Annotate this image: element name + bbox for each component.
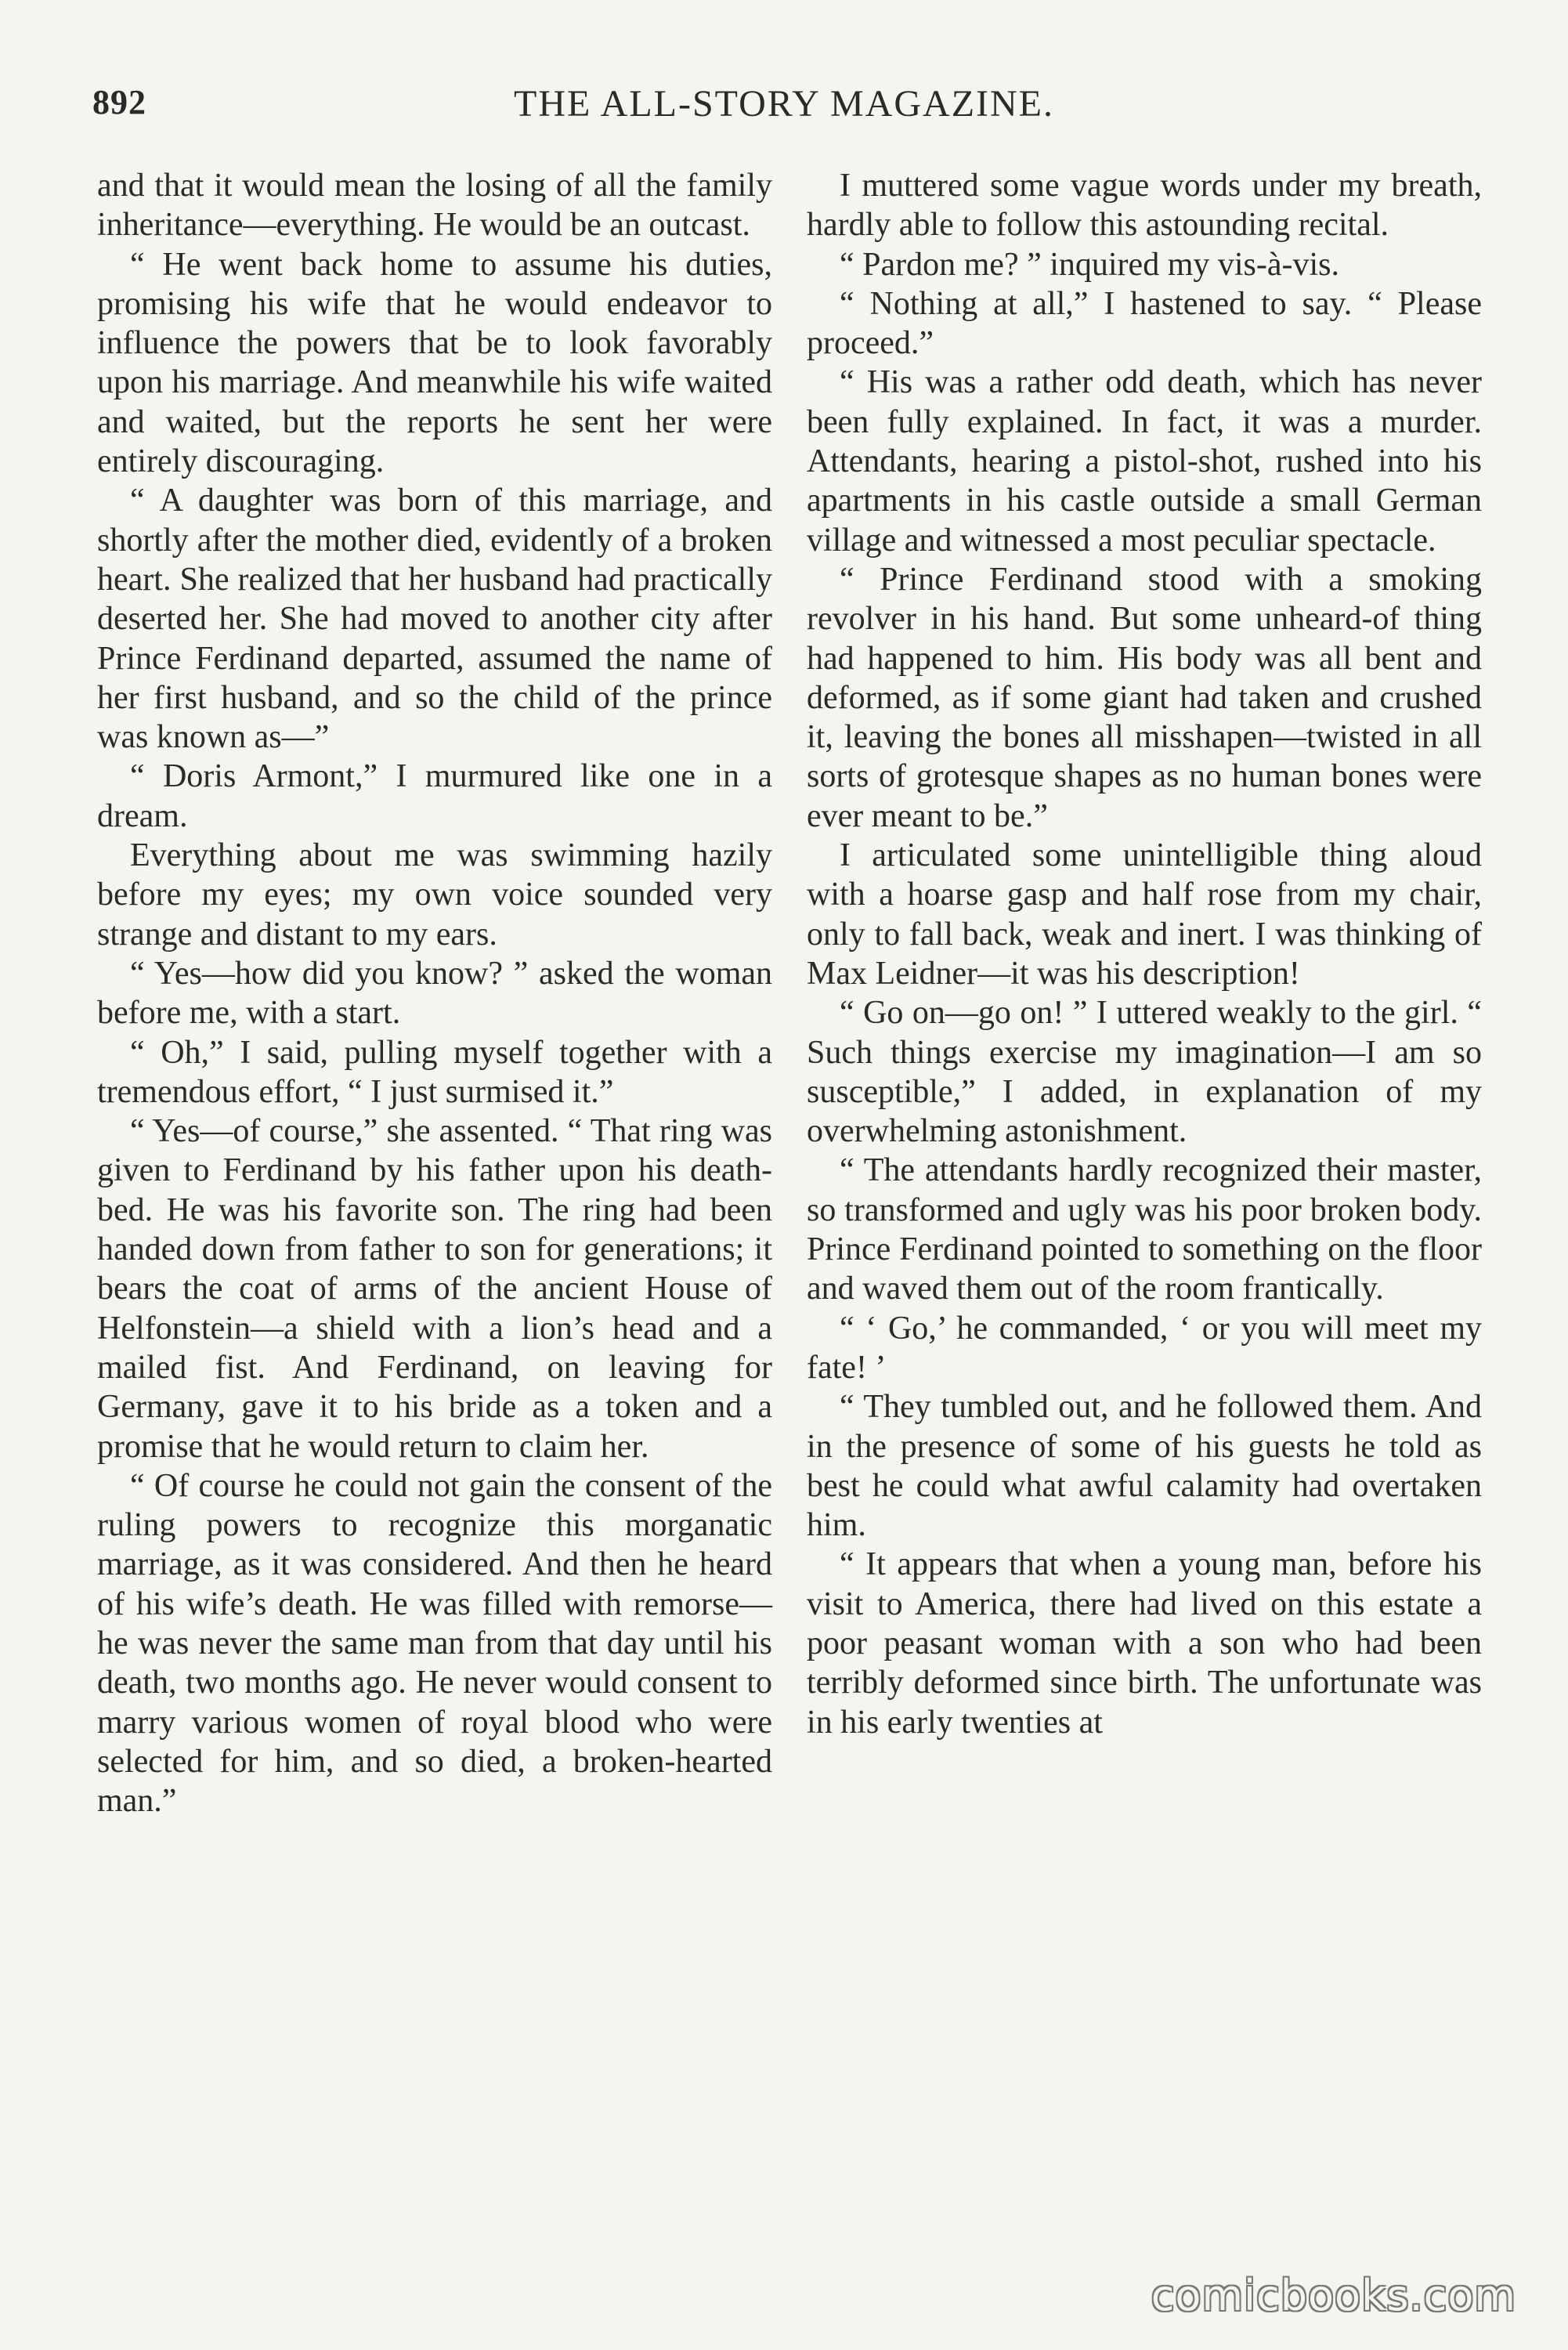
paragraph: “ They tumbled out, and he followed them. And in the presence of some of his guests he told as best he could what awful calamity had overtaken him. — [807, 1389, 1482, 1544]
paragraph: “ It appears that when a young man, before his visit to America, there had lived on this estate a poor peasant woman with a son who had been terribly deformed since birth. The unfortunate was in his early twenties at — [807, 1546, 1482, 1741]
paragraph: I muttered some vague words under my breath, hardly able to follow this astounding recital. — [807, 168, 1482, 244]
paragraph: “ Go on—go on! ” I uttered weakly to the girl. “ Such things exercise my imagination—I am so susceptible,” I added, in explanation of my overwhelming astonishment. — [807, 995, 1482, 1150]
page-number: 892 — [92, 83, 146, 121]
paragraph: “ Oh,” I said, pulling myself together with a tremendous effort, “ I just surmised it.” — [97, 1034, 772, 1110]
paragraph: “ Nothing at all,” I hastened to say. “ Please proceed.” — [807, 285, 1482, 362]
paragraph: I articulated some unintelligible thing aloud with a hoarse gasp and half rose from my chair, only to fall back, weak and inert. I was thinking of Max Leidner—it was his description! — [807, 837, 1482, 992]
paragraph: and that it would mean the losing of all the family inheritance—everything. He would be an outcast. — [97, 168, 772, 244]
paragraph: Everything about me was swimming hazily before my eyes; my own voice sounded very strange and distant to my ears. — [97, 837, 772, 953]
paragraph: “ ‘ Go,’ he commanded, ‘ or you will meet my fate! ’ — [807, 1310, 1482, 1386]
paragraph: “ The attendants hardly recognized their master, so transformed and ugly was his poor broken body. Prince Ferdinand pointed to something on the floor and waved them out of the room frantically. — [807, 1152, 1482, 1307]
paragraph: “ A daughter was born of this marriage, and shortly after the mother died, evidently of a broken heart. She realized that her husband had practically deserted her. She had moved to another city after Prince Ferdinand departed, assumed the name of her first husband, and so the child of the prince was known as—” — [97, 483, 772, 756]
right-column — [807, 166, 1482, 1742]
running-title: THE ALL-STORY MAGAZINE. — [514, 83, 1054, 125]
paragraph: “ Pardon me? ” inquired my vis-à-vis. — [840, 246, 1339, 283]
paragraph: “ Doris Armont,” I murmured like one in a dream. — [97, 758, 772, 834]
left-column — [97, 166, 772, 1820]
watermark-logo: comicbooks.com — [1151, 2271, 1516, 2320]
paragraph: “ Yes—how did you know? ” asked the woman before me, with a start. — [97, 955, 772, 1032]
paragraph: “ His was a rather odd death, which has never been fully explained. In fact, it was a murder. Attendants, hearing a pistol-shot, rushed into his apartments in his castle outside a small German village and witnessed a most peculiar spectacle. — [807, 364, 1482, 559]
paragraph: “ He went back home to assume his duties, promising his wife that he would endeavor to influence the powers that be to look favorably upon his marriage. And meanwhile his wife waited and waited, but the reports he sent her were entirely discouraging. — [97, 246, 772, 480]
paragraph: “ Of course he could not gain the consent of the ruling powers to recognize this morganatic marriage, as it was considered. And then he heard of his wife’s death. He was filled with remorse—he was never the same man from that day until his death, two months ago. He never would consent to marry various women of royal blood who were selected for him, and so died, a broken-hearted man.” — [97, 1467, 772, 1820]
page-header — [0, 74, 1568, 145]
paragraph: “ Prince Ferdinand stood with a smoking revolver in his hand. But some unheard-of thing had happened to him. His body was all bent and deformed, as if some giant had taken and crushed it, leaving the bones all misshapen—twisted in all sorts of grotesque shapes as no human bones were ever meant to be.” — [807, 561, 1482, 834]
paragraph: “ Yes—of course,” she assented. “ That ring was given to Ferdinand by his father upon his death-bed. He was his favorite son. The ring had been handed down from father to son for generations; it bears the coat of arms of the ancient House of Helfonstein—a shield with a lion’s head and a mailed fist. And Ferdinand, on leaving for Germany, gave it to his bride as a token and a promise that he would return to claim her. — [97, 1113, 772, 1465]
